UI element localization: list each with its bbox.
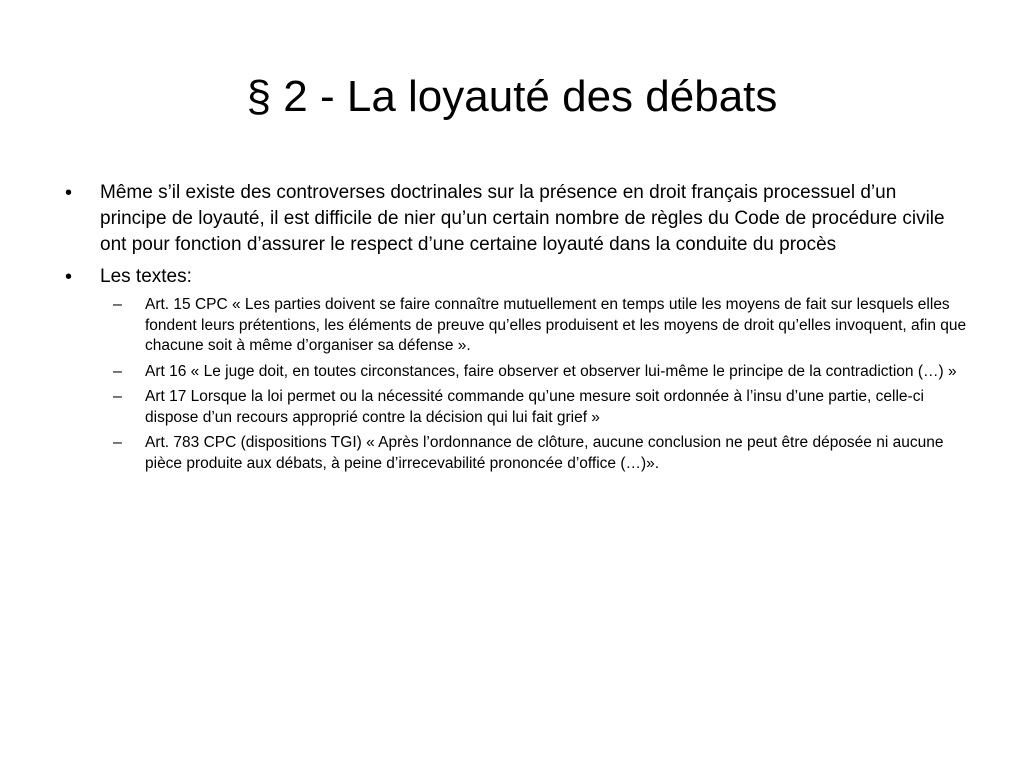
sub-bullet-art-15 [100, 295, 967, 357]
bullet-marker: • [65, 266, 73, 288]
bullet-item-intro [62, 180, 967, 258]
bullet-list [62, 180, 967, 474]
dash-marker: – [113, 362, 122, 380]
sub-bullet-list [100, 295, 967, 474]
sub-bullet-art-17 [100, 387, 967, 428]
sub-bullet-text-art-16: Art 16 « Le juge doit, en toutes circonstances, faire observer et observer lui-même le principe de la contradiction (…) » [145, 362, 957, 380]
bullet-marker: • [65, 182, 73, 204]
dash-marker: – [113, 388, 122, 405]
dash-marker: – [113, 296, 122, 313]
sub-bullet-art-783 [100, 433, 967, 474]
bullet-text-textes: Les textes: [100, 266, 192, 287]
dash-marker: – [113, 434, 122, 451]
bullet-item-textes [62, 264, 967, 474]
slide-title: § 2 - La loyauté des débats [246, 72, 778, 121]
sub-bullet-text-art-15: Art. 15 CPC « Les parties doivent se faire connaître mutuellement en temps utile les moyens de fait sur lesquels elles fondent leurs prétentions, les éléments de preuve qu’elles produisent et les moyens de droit qu’elles invoquent, afin que chacune soit à même d’organiser sa défense ». [145, 296, 967, 354]
slide-content [62, 180, 967, 480]
sub-bullet-text-art-17: Art 17 Lorsque la loi permet ou la nécessité commande qu’une mesure soit ordonnée à l’insu d’une partie, celle-ci dispose d’un recours approprié contre la décision qui lui fait grief » [145, 388, 924, 426]
sub-bullet-art-16 [100, 362, 967, 383]
bullet-text-intro: Même s’il existe des controverses doctrinales sur la présence en droit français processuel d’un principe de loyauté, il est difficile de nier qu’un certain nombre de règles du Code de procédure civile ont pour fonction d’assurer le respect d’une certaine loyauté dans la conduite du procès [100, 182, 945, 255]
sub-bullet-text-art-783: Art. 783 CPC (dispositions TGI) « Après l’ordonnance de clôture, aucune conclusion ne peut être déposée ni aucune pièce produite aux débats, à peine d’irrecevabilité prononcée d’office (…)». [145, 434, 944, 472]
